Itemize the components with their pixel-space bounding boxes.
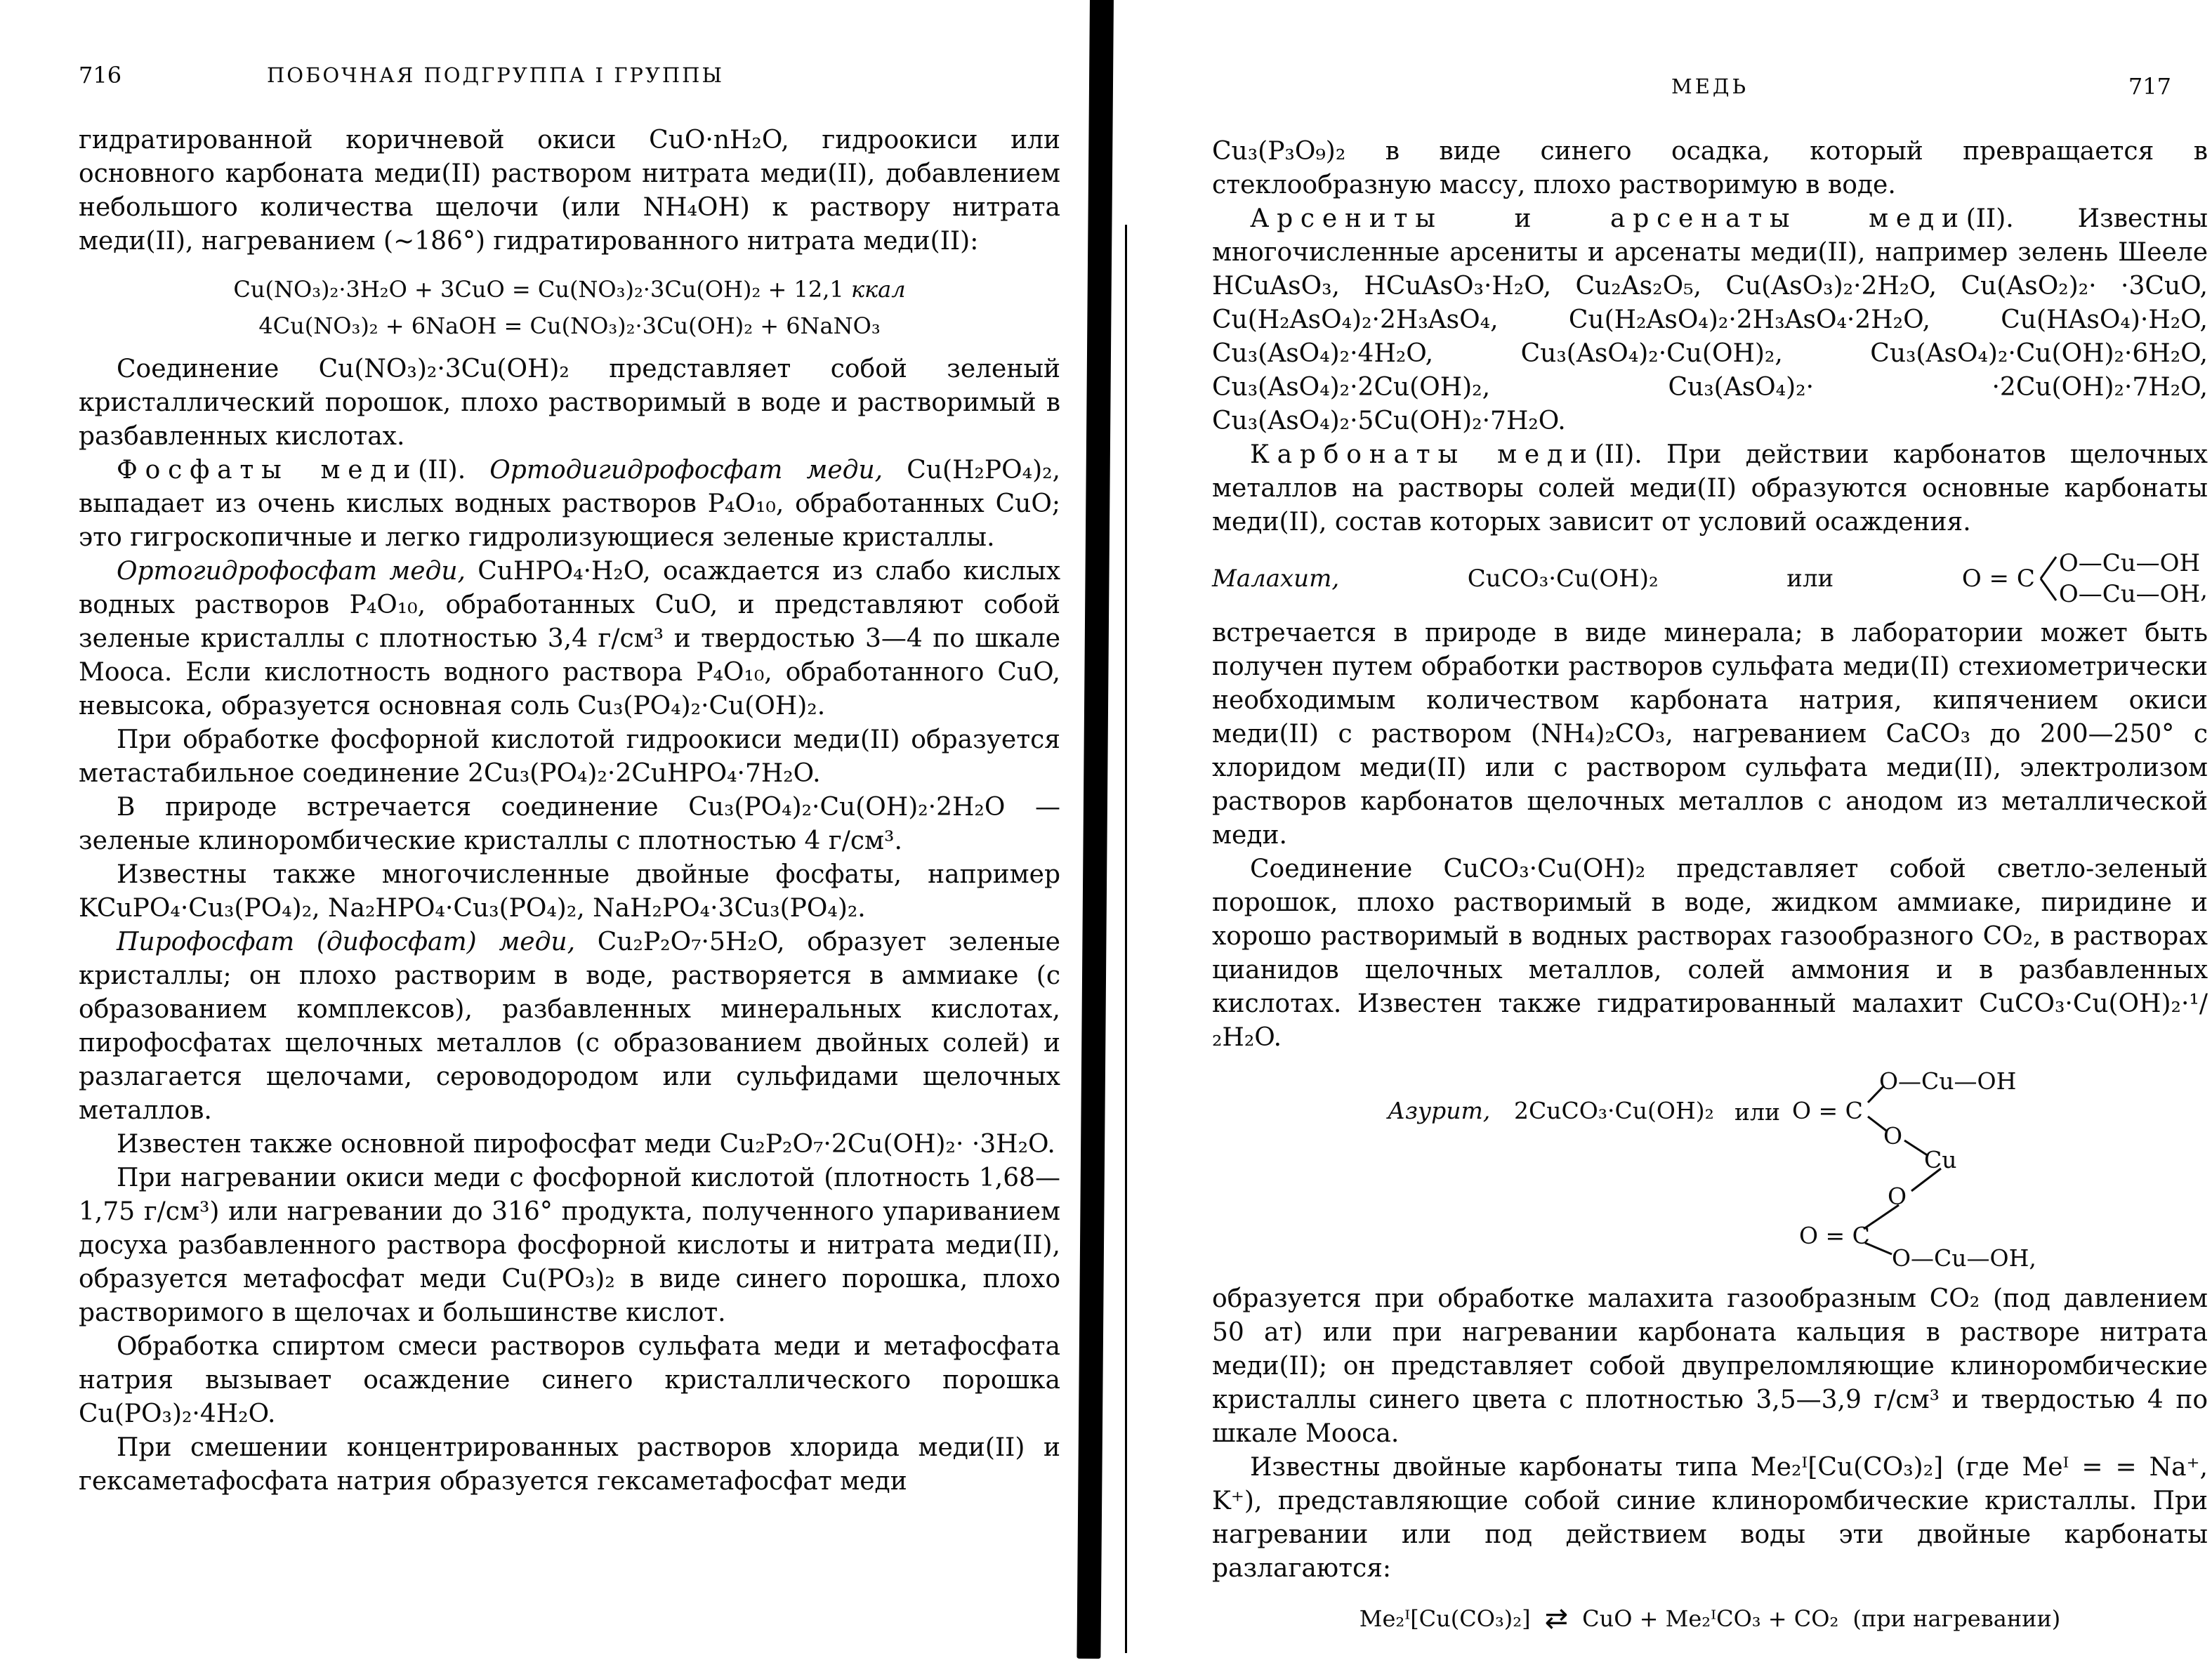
mineral-name: Малахит, bbox=[1212, 565, 1340, 593]
paragraph bbox=[1212, 853, 2208, 1055]
left-page-number: 716 bbox=[79, 62, 122, 88]
oxygen-atom: O bbox=[1888, 1183, 1907, 1210]
equation-lhs: Me₂ᴵ[Cu(CO₃)₂] bbox=[1359, 1605, 1531, 1632]
chem-formula: CuCO₃·Cu(OH)₂ bbox=[1467, 565, 1659, 593]
term-italic: Ортодигидрофосфат меди, bbox=[489, 456, 907, 485]
term-italic: Пирофосфат (дифосфат) меди, bbox=[117, 928, 598, 956]
paragraph-text: Известен также основной пирофосфат меди Cu₂P₂O₇·2Cu(OH)₂· ·3H₂O. bbox=[117, 1130, 1055, 1159]
scan-gutter-line bbox=[1125, 225, 1127, 1653]
paragraph bbox=[79, 454, 1060, 555]
paragraph bbox=[79, 1128, 1060, 1161]
equation bbox=[79, 308, 1060, 344]
or-word: или bbox=[1734, 1098, 1780, 1126]
section-heading-tail: (II). bbox=[418, 456, 490, 485]
punctuation: , bbox=[2200, 576, 2208, 604]
paragraph-text: Соединение Cu(NO₃)₂·3Cu(OH)₂ представляет собой зеленый кристаллический порошок, плохо растворимый в воде и растворимый в разбавленных кислотах. bbox=[79, 355, 1060, 451]
paragraph-text: Обработка спиртом смеси растворов сульфата меди и метафосфата натрия вызывает осаждение синего кристаллического порошка Cu(PO₃)₂·4H₂O. bbox=[79, 1332, 1060, 1428]
paragraph-text: CuHPO₄·H₂O, осаждается из слабо кислых водных растворов P₄O₁₀, обработанных CuO, и представляют собой зеленые кристаллы с плотностью 3,4 г/см³ и твердостью 3—4 по шкале Мооса. Если кислотность водного раствора P₄O₁₀, обработанного CuO, невысока, образуется основная соль Cu₃(PO₄)₂·Cu(OH)₂. bbox=[79, 557, 1060, 720]
paragraph-text: Известны также многочисленные двойные фосфаты, например KCuPO₄·Cu₃(PO₄)₂, Na₂HPO₄·Cu₃(PO₄)₂, NaH₂PO₄·3Cu₃(PO₄)₂. bbox=[79, 860, 1060, 923]
malachite-arms bbox=[2059, 548, 2200, 610]
paragraph bbox=[1212, 135, 2208, 202]
paragraph-text: В природе встречается соединение Cu₃(PO₄)₂·Cu(OH)₂·2H₂O — зеленые клиноромбические кристаллы с плотностью 4 г/см³. bbox=[79, 793, 1060, 855]
bond-angle-icon bbox=[2039, 551, 2058, 606]
paragraph-text: Соединение CuCO₃·Cu(OH)₂ представляет собой светло-зеленый порошок, плохо растворимый в воде, жидком аммиаке, пиридине и хорошо растворимый в водных растворах газообразного CO₂, в растворах цианидов щелочных металлов, солей аммония и в разбавленных кислотах. Известен также гидратированный малахит CuCO₃·Cu(OH)₂·¹/₂H₂O. bbox=[1212, 855, 2208, 1052]
paragraph-text: При обработке фосфорной кислотой гидроокиси меди(II) образуется метастабильное соединение 2Cu₃(PO₄)₂·2CuHPO₄·7H₂O. bbox=[79, 725, 1060, 788]
paragraph bbox=[79, 1330, 1060, 1431]
left-body bbox=[79, 124, 1060, 1499]
carbonyl-group: O = C bbox=[1961, 565, 2035, 593]
paragraph-text: гидратированной коричневой окиси CuO·nH₂O, гидроокиси или основного карбоната меди(II) раствором нитрата меди(II), добавлением небольшого количества щелочи (или NH₄OH) к раствору нитрата меди(II), нагреванием (~186°) гидратированного нитрата меди(II): bbox=[79, 126, 1060, 256]
structure-arm: O—Cu—OH bbox=[2058, 580, 2201, 608]
chem-formula: 2CuCO₃·Cu(OH)₂ bbox=[1514, 1097, 1714, 1124]
oxygen-atom: O bbox=[1883, 1122, 1903, 1150]
scan-gutter-shadow bbox=[1077, 0, 1114, 1659]
copper-atom: Cu bbox=[1924, 1146, 1957, 1173]
right-body bbox=[1212, 135, 2208, 1635]
paragraph bbox=[1212, 202, 2208, 438]
paragraph-text: Известны многочисленные арсениты и арсенаты меди(II), например зелень Шееле HCuAsO₃, HCuAsO₃·H₂O, Cu₂As₂O₅, Cu(AsO₃)₂·2H₂O, Cu(AsO₂)₂· ·3CuO, Cu(H₂AsO₄)₂·2H₃AsO₄, Cu(H₂AsO₄)₂·2H₃AsO₄·2H₂O, Cu(HAsO₄)·H₂O, Cu₃(AsO₄)₂·4H₂O, Cu₃(AsO₄)₂·Cu(OH)₂, Cu₃(AsO₄)₂·Cu(OH)₂·6H₂O, Cu₃(AsO₄)₂·2Cu(OH)₂, Cu₃(AsO₄)₂· ·2Cu(OH)₂·7H₂O, Cu₃(AsO₄)₂·5Cu(OH)₂·7H₂O. bbox=[1212, 204, 2208, 435]
paragraph bbox=[1212, 617, 2208, 853]
paragraph bbox=[79, 1161, 1060, 1330]
paragraph bbox=[79, 124, 1060, 258]
right-running-head-title: МЕДЬ bbox=[1671, 74, 1749, 98]
paragraph bbox=[79, 858, 1060, 926]
carbonate-decomposition-equation bbox=[1212, 1603, 2208, 1635]
paragraph bbox=[79, 555, 1060, 723]
section-heading: Арсениты и арсенаты меди bbox=[1250, 204, 1966, 233]
right-page bbox=[1212, 0, 2208, 1635]
paragraph-text: образуется при обработке малахита газообразным CO₂ (под давлением 50 ат) или при нагревании карбоната кальция в растворе нитрата меди(II); он представляет собой двупреломляющие клиноромбические кристаллы синего цвета с плотностью 3,5—3,9 г/см³ и твердостью 4 по шкале Мооса. bbox=[1212, 1284, 2208, 1448]
structure-arm: O—Cu—OH, bbox=[1892, 1244, 2036, 1272]
paragraph-text: встречается в природе в виде минерала; в лаборатории может быть получен путем обработки растворов сульфата меди(II) стехиометрически необходимым количеством карбоната натрия, кипячением окиси меди(II) с раствором (NH₄)₂CO₃, нагреванием CaCO₃ до 200—250° с хлоридом меди(II) или с раствором сульфата меди(II), электролизом растворов карбонатов щелочных металлов с анодом из металлической меди. bbox=[1212, 619, 2208, 850]
paragraph-text: Cu₃(P₃O₉)₂ в виде синего осадка, который превращается в стеклообразную массу, плохо растворимую в воде. bbox=[1212, 137, 2208, 199]
section-heading: Фосфаты меди bbox=[117, 456, 419, 485]
paragraph bbox=[79, 926, 1060, 1128]
paragraph bbox=[1212, 1282, 2208, 1451]
equation-unit: ккал bbox=[850, 276, 906, 303]
left-page bbox=[79, 0, 1060, 1499]
equation-text: 4Cu(NO₃)₂ + 6NaOH = Cu(NO₃)₂·3Cu(OH)₂ + 6NaNO₃ bbox=[258, 312, 881, 339]
paragraph-text: Cu₂P₂O₇·5H₂O, образует зеленые кристаллы; он плохо растворим в воде, растворяется в аммиаке (с образованием комплексов), разбавленных минеральных кислотах, пирофосфатах щелочных металлов (с образованием двойных солей) и разлагается щелочами, сероводородом или сульфидами щелочных металлов. bbox=[79, 928, 1060, 1125]
equation-note: (при нагревании) bbox=[1852, 1605, 2061, 1632]
left-running-head-title: ПОБОЧНАЯ ПОДГРУППА I ГРУППЫ bbox=[267, 63, 724, 87]
paragraph-text: При смешении концентрированных растворов хлорида меди(II) и гексаметафосфата натрия образуется гексаметафосфат меди bbox=[79, 1433, 1060, 1496]
nitrate-equations bbox=[79, 271, 1060, 344]
paragraph bbox=[79, 723, 1060, 791]
carbonyl-group: O = C bbox=[1792, 1097, 1863, 1124]
section-heading: Карбонаты меди bbox=[1250, 440, 1595, 469]
right-page-number: 717 bbox=[2128, 73, 2171, 100]
equilibrium-arrows-icon: ⇄ bbox=[1544, 1603, 1569, 1635]
paragraph-text: Известны двойные карбонаты типа Me₂ᴵ[Cu(CO₃)₂] (где Meᴵ = = Na⁺, K⁺), представляющие собой синие клиноромбические кристаллы. При нагревании или под действием воды эти двойные карбонаты разлагаются: bbox=[1212, 1453, 2208, 1583]
equation-rhs: CuO + Me₂ᴵCO₃ + CO₂ bbox=[1582, 1605, 1839, 1632]
section-heading-tail: (II). bbox=[1594, 440, 1667, 469]
paragraph bbox=[1212, 1451, 2208, 1586]
term-italic: Ортогидрофосфат меди, bbox=[117, 557, 478, 586]
mineral-name: Азурит, bbox=[1388, 1097, 1491, 1124]
malachite-structure bbox=[1212, 548, 2208, 610]
azurite-structure bbox=[1212, 1065, 2208, 1277]
structure-arm: O—Cu—OH bbox=[2058, 549, 2201, 577]
paragraph bbox=[79, 1431, 1060, 1499]
paragraph-text: При нагревании окиси меди с фосфорной кислотой (плотность 1,68—1,75 г/см³) или нагревании до 316° продукта, полученного упариванием досуха разбавленного раствора фосфорной кислоты и нитрата меди(II), образуется метафосфат меди Cu(PO₃)₂ в виде синего порошка, плохо растворимого в щелочах и большинстве кислот. bbox=[79, 1164, 1060, 1327]
left-running-head bbox=[79, 62, 1060, 91]
or-word: или bbox=[1786, 565, 1834, 593]
paragraph-text: При действии карбонатов щелочных металлов на растворы солей меди(II) образуются основные карбонаты меди(II), состав которых зависит от условий осаждения. bbox=[1212, 440, 2208, 537]
carbonyl-group: O = C bbox=[1799, 1222, 1870, 1249]
paragraph bbox=[79, 791, 1060, 858]
section-heading-tail: (II). bbox=[1966, 204, 2078, 233]
paragraph bbox=[79, 353, 1060, 454]
paragraph-text: Cu(H₂PO₄)₂, выпадает из очень кислых водных растворов P₄O₁₀, обработанных CuO; это гигроскопичные и легко гидролизующиеся зеленые кристаллы. bbox=[79, 456, 1060, 552]
equation-text: Cu(NO₃)₂·3H₂O + 3CuO = Cu(NO₃)₂·3Cu(OH)₂ + 12,1 bbox=[233, 276, 851, 303]
paragraph bbox=[1212, 438, 2208, 539]
right-running-head bbox=[1212, 73, 2208, 103]
structure-arm: O—Cu—OH bbox=[1879, 1067, 2017, 1095]
equation bbox=[79, 271, 1060, 308]
